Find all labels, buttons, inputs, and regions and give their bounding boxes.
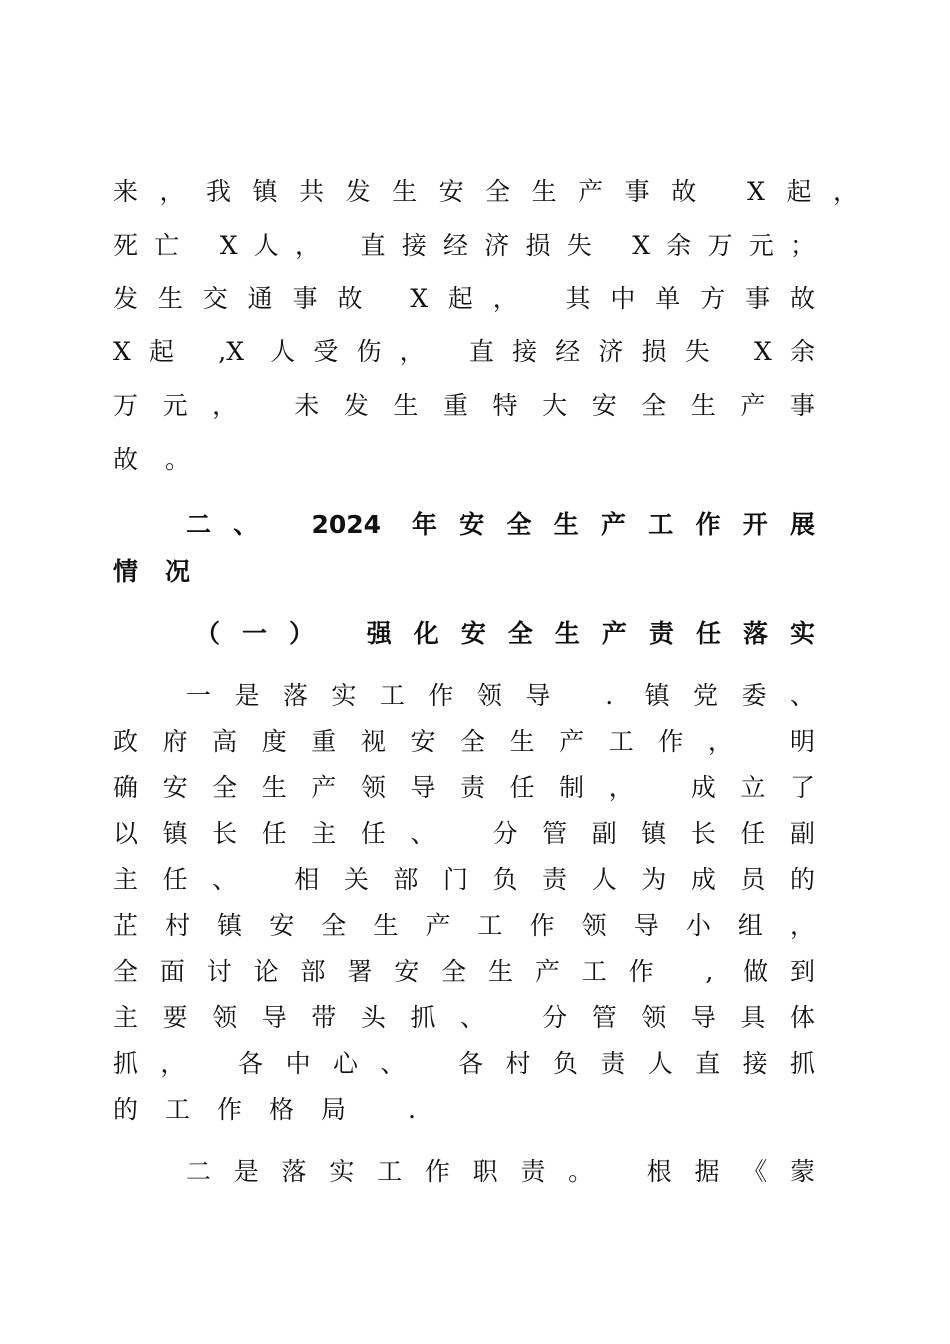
paragraph-1-line-1: 来，我镇共发生安全生产事故 X起，	[113, 177, 858, 206]
paragraph-1-line-5: 万元， 未发生重特大安全生产事	[113, 391, 815, 420]
paragraph-2-line-10: 的工作格局 .	[113, 1095, 443, 1124]
section-heading-line-2: 情况	[113, 557, 218, 586]
paragraph-2-line-5: 主任、 相关部门负责人为成员的	[113, 865, 815, 894]
section-heading-line-1: 二、 2024 年安全生产工作开展	[186, 510, 815, 539]
subsection-heading: （一） 强化安全生产责任落实	[195, 619, 815, 648]
paragraph-2-line-4: 以镇长任主任、 分管副镇长任副	[113, 819, 815, 848]
paragraph-2-line-6: 芷村镇安全生产工作领导小组，	[113, 911, 815, 940]
paragraph-2-line-1: 一是落实工作领导 . 镇党委、	[186, 681, 815, 710]
paragraph-1-line-6: 故。	[113, 445, 218, 474]
paragraph-2-line-7: 全面讨论部署安全生产工作 , 做到	[113, 957, 815, 986]
paragraph-2-line-8: 主要领导带头抓、 分管领导具体	[113, 1003, 815, 1032]
paragraph-1-line-4: X起 ,X 人受伤， 直接经济损失 X余	[113, 337, 815, 366]
paragraph-1-line-3: 发生交通事故 X起， 其中单方事故	[113, 284, 815, 313]
paragraph-1-line-2: 死亡 X人， 直接经济损失 X余万元；	[113, 231, 815, 260]
paragraph-2-line-2: 政府高度重视安全生产工作， 明	[113, 727, 815, 756]
paragraph-3-line-1: 二是落实工作职责。 根据《蒙	[186, 1157, 815, 1186]
paragraph-2-line-9: 抓， 各中心、 各村负责人直接抓	[113, 1049, 815, 1078]
paragraph-2-line-3: 确安全生产领导责任制， 成立了	[113, 773, 815, 802]
